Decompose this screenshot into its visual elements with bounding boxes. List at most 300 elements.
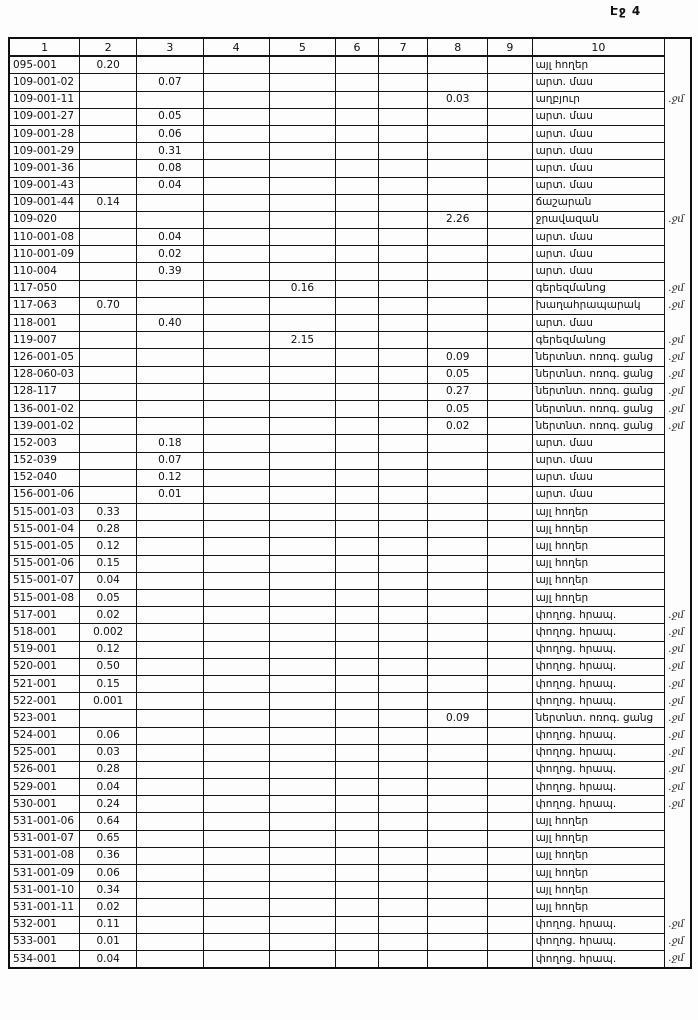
value-cell: [80, 710, 137, 727]
margin-note: [665, 160, 691, 177]
value-cell: 0.50: [80, 658, 137, 675]
value-cell: [269, 521, 336, 538]
parcel-code-cell: 152-040: [9, 469, 80, 486]
value-cell: [203, 143, 269, 160]
parcel-code-cell: 109-001-27: [9, 108, 80, 125]
value-cell: [428, 830, 488, 847]
value-cell: [269, 744, 336, 761]
margin-note: [665, 521, 691, 538]
value-cell: [203, 899, 269, 916]
margin-note: .ջմ: [668, 797, 685, 810]
value-cell: [378, 125, 428, 142]
landuse-cell: արտ. մաս: [532, 143, 665, 160]
value-cell: [136, 572, 203, 589]
landuse-cell: փողոց. հրապ.: [532, 761, 665, 778]
value-cell: [428, 675, 488, 692]
value-cell: [378, 74, 428, 91]
value-cell: [488, 504, 533, 521]
value-cell: [428, 865, 488, 882]
value-cell: [336, 693, 378, 710]
value-cell: [136, 899, 203, 916]
landuse-cell: փողոց. հրապ.: [532, 779, 665, 796]
value-cell: [269, 297, 336, 314]
value-cell: [336, 744, 378, 761]
margin-note: .ջմ: [668, 935, 685, 948]
value-cell: [378, 56, 428, 74]
parcel-code-cell: 128-060-03: [9, 366, 80, 383]
landuse-cell: փողոց. հրապ.: [532, 933, 665, 950]
value-cell: [378, 108, 428, 125]
value-cell: [488, 125, 533, 142]
value-cell: [336, 452, 378, 469]
value-cell: [203, 916, 269, 933]
value-cell: [80, 143, 137, 160]
landuse-cell: փողոց. հրապ.: [532, 950, 665, 968]
margin-note: [665, 125, 691, 142]
value-cell: [428, 882, 488, 899]
value-cell: [136, 280, 203, 297]
value-cell: [378, 933, 428, 950]
value-cell: [336, 555, 378, 572]
column-header: 9: [488, 38, 533, 56]
value-cell: [488, 521, 533, 538]
value-cell: [428, 469, 488, 486]
value-cell: [378, 572, 428, 589]
value-cell: [336, 74, 378, 91]
value-cell: 0.28: [80, 761, 137, 778]
table-row: [9, 383, 691, 400]
value-cell: [428, 555, 488, 572]
value-cell: [80, 211, 137, 228]
landuse-cell: այլ հողեր: [532, 572, 665, 589]
value-cell: [488, 813, 533, 830]
parcel-code-cell: 517-001: [9, 607, 80, 624]
table-row: [9, 761, 691, 778]
value-cell: [203, 590, 269, 607]
value-cell: [488, 280, 533, 297]
value-cell: [428, 693, 488, 710]
value-cell: [336, 108, 378, 125]
value-cell: [428, 658, 488, 675]
value-cell: [378, 779, 428, 796]
value-cell: 0.70: [80, 297, 137, 314]
landuse-cell: այլ հողեր: [532, 504, 665, 521]
parcel-code-cell: 109-001-02: [9, 74, 80, 91]
value-cell: [428, 280, 488, 297]
value-cell: [488, 865, 533, 882]
value-cell: [428, 538, 488, 555]
table-row: [9, 727, 691, 744]
value-cell: [203, 504, 269, 521]
value-cell: [80, 366, 137, 383]
value-cell: [378, 469, 428, 486]
value-cell: [336, 641, 378, 658]
column-header: 2: [80, 38, 137, 56]
landuse-cell: այլ հողեր: [532, 521, 665, 538]
table-row: [9, 332, 691, 349]
landuse-cell: այլ հողեր: [532, 847, 665, 864]
landuse-cell: արտ. մաս: [532, 435, 665, 452]
margin-note: [665, 246, 691, 263]
value-cell: [336, 675, 378, 692]
value-cell: [269, 177, 336, 194]
table-row: [9, 435, 691, 452]
value-cell: [269, 779, 336, 796]
value-cell: 0.33: [80, 504, 137, 521]
value-cell: [428, 744, 488, 761]
landuse-cell: արտ. մաս: [532, 452, 665, 469]
value-cell: [203, 56, 269, 74]
margin-note: .ջմ: [668, 729, 685, 742]
table-row: [9, 744, 691, 761]
parcel-code-cell: 519-001: [9, 641, 80, 658]
value-cell: [488, 211, 533, 228]
value-cell: [428, 572, 488, 589]
value-cell: [203, 675, 269, 692]
parcel-code-cell: 110-004: [9, 263, 80, 280]
value-cell: [203, 830, 269, 847]
value-cell: [488, 74, 533, 91]
parcel-code-cell: 531-001-11: [9, 899, 80, 916]
table-body: [9, 56, 691, 968]
table-row: [9, 521, 691, 538]
table-row: [9, 315, 691, 332]
parcel-code-cell: 531-001-10: [9, 882, 80, 899]
value-cell: [428, 521, 488, 538]
value-cell: [336, 366, 378, 383]
margin-note: .ջմ: [668, 350, 685, 363]
value-cell: [269, 761, 336, 778]
value-cell: [203, 91, 269, 108]
value-cell: [136, 710, 203, 727]
value-cell: [336, 847, 378, 864]
value-cell: [488, 658, 533, 675]
value-cell: [80, 246, 137, 263]
value-cell: [488, 315, 533, 332]
table-row: [9, 263, 691, 280]
table-row: [9, 194, 691, 211]
value-cell: [428, 933, 488, 950]
parcel-code-cell: 156-001-06: [9, 486, 80, 503]
value-cell: [378, 710, 428, 727]
table-row: [9, 74, 691, 91]
table-row: [9, 693, 691, 710]
landuse-cell: այլ հողեր: [532, 899, 665, 916]
value-cell: [136, 882, 203, 899]
margin-note: .ջմ: [668, 368, 685, 381]
value-cell: [80, 125, 137, 142]
value-cell: [336, 486, 378, 503]
value-cell: 0.02: [136, 246, 203, 263]
value-cell: 0.05: [80, 590, 137, 607]
parcel-code-cell: 534-001: [9, 950, 80, 968]
value-cell: 0.31: [136, 143, 203, 160]
value-cell: [136, 641, 203, 658]
value-cell: [488, 899, 533, 916]
value-cell: [378, 143, 428, 160]
value-cell: [269, 143, 336, 160]
value-cell: [428, 641, 488, 658]
value-cell: [269, 125, 336, 142]
value-cell: [269, 865, 336, 882]
value-cell: [80, 108, 137, 125]
table-row: [9, 91, 691, 108]
parcel-code-cell: 126-001-05: [9, 349, 80, 366]
value-cell: [203, 383, 269, 400]
value-cell: [378, 865, 428, 882]
parcel-code-cell: 117-050: [9, 280, 80, 297]
parcel-code-cell: 531-001-07: [9, 830, 80, 847]
margin-note: [665, 263, 691, 280]
value-cell: [203, 452, 269, 469]
table-row: [9, 246, 691, 263]
value-cell: [203, 607, 269, 624]
value-cell: 0.12: [80, 641, 137, 658]
value-cell: [428, 916, 488, 933]
value-cell: [336, 607, 378, 624]
landuse-cell: գերեզմանոց: [532, 332, 665, 349]
value-cell: [336, 933, 378, 950]
value-cell: [378, 882, 428, 899]
table-row: [9, 366, 691, 383]
value-cell: [269, 572, 336, 589]
landuse-cell: ներտնտ. ոռոգ. ցանց: [532, 400, 665, 417]
column-header: 6: [336, 38, 378, 56]
value-cell: [80, 91, 137, 108]
value-cell: [269, 400, 336, 417]
value-cell: [203, 538, 269, 555]
parcel-code-cell: 533-001: [9, 933, 80, 950]
margin-note: [665, 847, 691, 864]
value-cell: [136, 56, 203, 74]
value-cell: [378, 590, 428, 607]
value-cell: [336, 246, 378, 263]
value-cell: [269, 710, 336, 727]
value-cell: 0.12: [80, 538, 137, 555]
value-cell: [336, 435, 378, 452]
value-cell: [269, 315, 336, 332]
value-cell: [428, 125, 488, 142]
table-row: [9, 933, 691, 950]
value-cell: [336, 658, 378, 675]
value-cell: 0.04: [80, 950, 137, 968]
value-cell: [488, 693, 533, 710]
table-row: [9, 108, 691, 125]
value-cell: [488, 624, 533, 641]
parcel-code-cell: 531-001-06: [9, 813, 80, 830]
table-row: [9, 641, 691, 658]
value-cell: [269, 727, 336, 744]
value-cell: [336, 796, 378, 813]
value-cell: [378, 555, 428, 572]
parcel-code-cell: 109-001-44: [9, 194, 80, 211]
value-cell: [336, 280, 378, 297]
landuse-cell: այլ հողեր: [532, 865, 665, 882]
table-row: [9, 950, 691, 968]
value-cell: [80, 383, 137, 400]
landuse-cell: այլ հողեր: [532, 538, 665, 555]
value-cell: [269, 555, 336, 572]
landuse-cell: ներտնտ. ոռոգ. ցանց: [532, 710, 665, 727]
value-cell: [269, 246, 336, 263]
value-cell: [336, 504, 378, 521]
value-cell: [378, 229, 428, 246]
value-cell: 0.002: [80, 624, 137, 641]
parcel-code-cell: 526-001: [9, 761, 80, 778]
value-cell: [488, 796, 533, 813]
value-cell: [428, 160, 488, 177]
value-cell: [203, 125, 269, 142]
value-cell: 0.03: [428, 91, 488, 108]
margin-note: [665, 865, 691, 882]
value-cell: [488, 297, 533, 314]
table-row: [9, 796, 691, 813]
value-cell: [336, 469, 378, 486]
margin-note: .ջմ: [668, 694, 685, 707]
parcel-code-cell: 523-001: [9, 710, 80, 727]
value-cell: [488, 916, 533, 933]
value-cell: [269, 229, 336, 246]
value-cell: [203, 641, 269, 658]
margin-note: [665, 74, 691, 91]
value-cell: [203, 796, 269, 813]
value-cell: 0.15: [80, 675, 137, 692]
value-cell: [203, 160, 269, 177]
value-cell: 0.04: [136, 229, 203, 246]
value-cell: [136, 555, 203, 572]
table-row: [9, 160, 691, 177]
value-cell: [203, 469, 269, 486]
value-cell: [203, 108, 269, 125]
table-row: [9, 813, 691, 830]
value-cell: [269, 435, 336, 452]
value-cell: [488, 366, 533, 383]
value-cell: [203, 211, 269, 228]
table-row: [9, 590, 691, 607]
parcel-code-cell: 532-001: [9, 916, 80, 933]
value-cell: [203, 693, 269, 710]
value-cell: 0.18: [136, 435, 203, 452]
value-cell: [428, 297, 488, 314]
margin-note: [665, 469, 691, 486]
landuse-cell: այլ հողեր: [532, 590, 665, 607]
table-row: [9, 297, 691, 314]
value-cell: [378, 624, 428, 641]
margin-note: [665, 555, 691, 572]
value-cell: [428, 263, 488, 280]
value-cell: 0.64: [80, 813, 137, 830]
land-parcel-table: [8, 37, 692, 969]
margin-note: .ջմ: [668, 918, 685, 931]
parcel-code-cell: 139-001-02: [9, 418, 80, 435]
value-cell: 0.65: [80, 830, 137, 847]
value-cell: 0.02: [80, 899, 137, 916]
margin-note: .ջմ: [668, 780, 685, 793]
value-cell: [136, 538, 203, 555]
table-row: [9, 916, 691, 933]
margin-note: [665, 882, 691, 899]
value-cell: [336, 418, 378, 435]
column-header: 1: [9, 38, 80, 56]
value-cell: [269, 504, 336, 521]
parcel-code-cell: 118-001: [9, 315, 80, 332]
value-cell: [378, 916, 428, 933]
value-cell: [378, 349, 428, 366]
table-row: [9, 710, 691, 727]
value-cell: [336, 91, 378, 108]
parcel-code-cell: 522-001: [9, 693, 80, 710]
value-cell: [269, 194, 336, 211]
value-cell: [136, 693, 203, 710]
value-cell: [269, 796, 336, 813]
value-cell: [269, 882, 336, 899]
table-row: [9, 865, 691, 882]
value-cell: 0.05: [428, 366, 488, 383]
value-cell: [136, 332, 203, 349]
value-cell: [136, 590, 203, 607]
value-cell: [488, 727, 533, 744]
margin-note: .ջմ: [668, 711, 685, 724]
value-cell: [488, 590, 533, 607]
value-cell: [203, 315, 269, 332]
margin-note: [665, 435, 691, 452]
parcel-code-cell: 110-001-08: [9, 229, 80, 246]
value-cell: [428, 950, 488, 968]
value-cell: 0.16: [269, 280, 336, 297]
value-cell: [488, 194, 533, 211]
value-cell: [378, 813, 428, 830]
value-cell: [428, 246, 488, 263]
value-cell: [136, 624, 203, 641]
value-cell: [488, 332, 533, 349]
parcel-code-cell: 109-020: [9, 211, 80, 228]
value-cell: [269, 452, 336, 469]
value-cell: [136, 383, 203, 400]
value-cell: [378, 246, 428, 263]
value-cell: [378, 211, 428, 228]
value-cell: [378, 332, 428, 349]
parcel-code-cell: 525-001: [9, 744, 80, 761]
margin-note: [665, 452, 691, 469]
value-cell: 0.02: [428, 418, 488, 435]
value-cell: [336, 194, 378, 211]
landuse-cell: արտ. մաս: [532, 246, 665, 263]
value-cell: [428, 624, 488, 641]
value-cell: [336, 572, 378, 589]
value-cell: [378, 366, 428, 383]
value-cell: [269, 916, 336, 933]
value-cell: [378, 160, 428, 177]
value-cell: [378, 830, 428, 847]
value-cell: [203, 744, 269, 761]
landuse-cell: փողոց. հրապ.: [532, 916, 665, 933]
value-cell: [203, 727, 269, 744]
margin-note: .ջմ: [668, 660, 685, 673]
margin-note: .ջմ: [668, 333, 685, 346]
value-cell: [269, 607, 336, 624]
value-cell: [203, 555, 269, 572]
value-cell: [269, 74, 336, 91]
value-cell: [428, 315, 488, 332]
value-cell: [136, 813, 203, 830]
value-cell: [428, 435, 488, 452]
value-cell: [80, 263, 137, 280]
value-cell: [378, 796, 428, 813]
value-cell: [488, 486, 533, 503]
value-cell: [203, 194, 269, 211]
value-cell: [336, 400, 378, 417]
table-row: [9, 56, 691, 74]
